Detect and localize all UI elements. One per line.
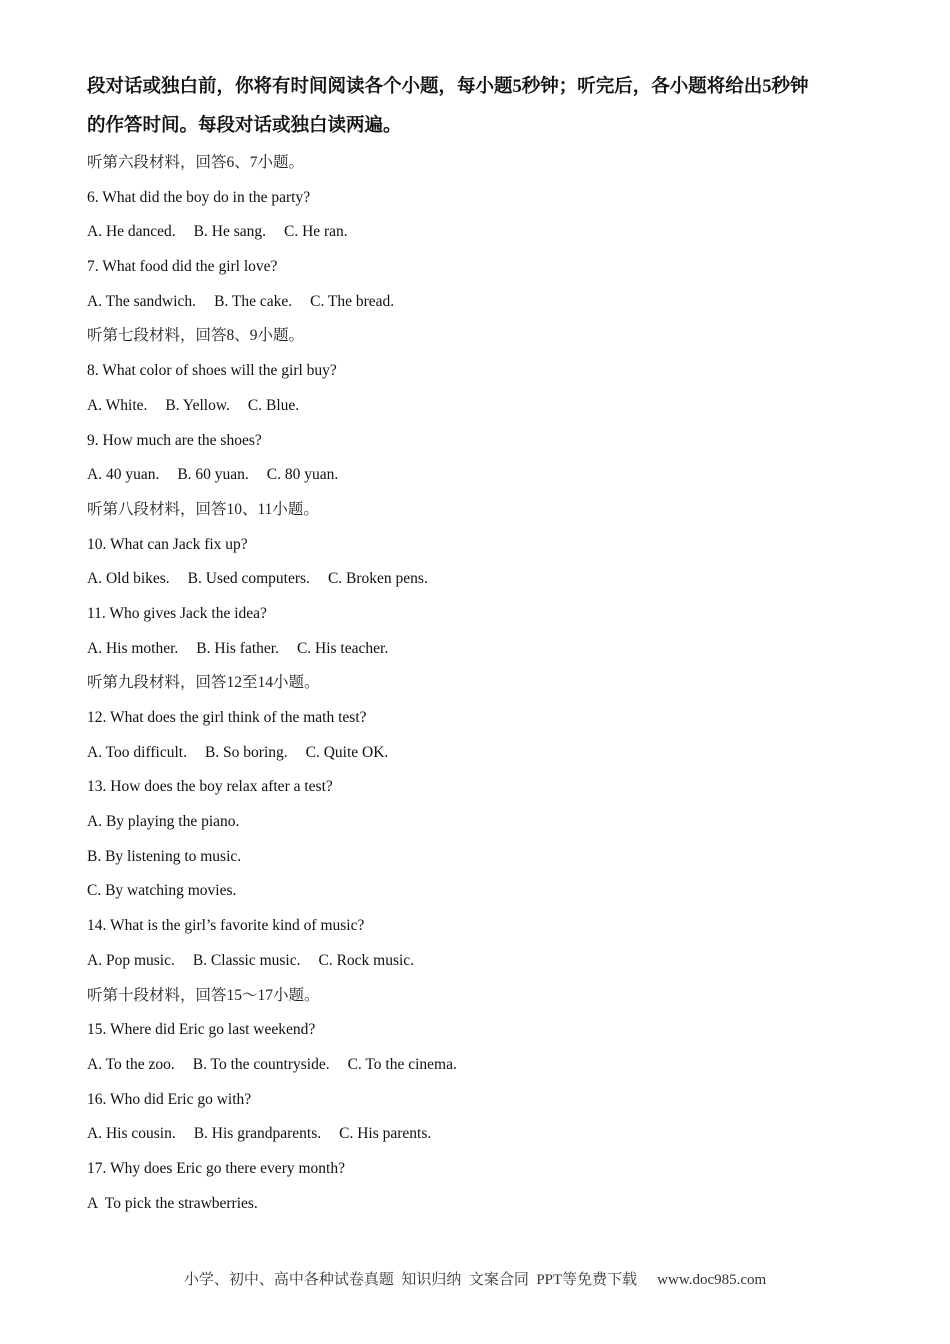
answer-option: A. His cousin.	[87, 1125, 176, 1143]
instructions	[87, 68, 887, 146]
answer-option: A. Too difficult.	[87, 743, 187, 761]
answer-option: A. The sandwich.	[87, 292, 197, 310]
question-text: 9. How much are the shoes?	[87, 431, 262, 449]
answer-options	[87, 285, 887, 320]
answer-option: C. 80 yuan.	[266, 466, 339, 484]
answer-option: B. He sang.	[193, 223, 266, 241]
answer-option: A. He danced.	[87, 223, 176, 241]
answer-option: B. Classic music.	[192, 951, 301, 969]
footer-text: 小学、初中、高中各种试卷真题 知识归纳 文案合同 PPT等免费下载	[183, 1272, 638, 1288]
answer-option: A. His mother.	[87, 639, 179, 657]
question-text: 10. What can Jack fix up?	[87, 535, 248, 553]
question-text: 15. Where did Eric go last weekend?	[87, 1021, 316, 1039]
question-text: 12. What does the girl think of the math test?	[87, 709, 367, 726]
section-heading: 听第七段材料，回答8、9小题。	[87, 327, 305, 345]
instructions-line-1: 段对话或独白前，你将有时间阅读各个小题，每小题5秒钟；听完后，各小题将给出5秒钟	[87, 77, 809, 97]
answer-option: C. To the cinema.	[347, 1055, 457, 1073]
question-text: 14. What is the girl’s favorite kind of music?	[87, 917, 365, 935]
question-list	[87, 146, 887, 1221]
answer-options	[87, 215, 887, 250]
question-text: A To pick the strawberries.	[87, 1194, 258, 1212]
page-footer	[0, 1268, 950, 1289]
answer-options	[87, 458, 887, 493]
answer-option: C. Blue.	[247, 396, 300, 414]
answer-option: B. Yellow.	[165, 396, 230, 414]
answer-option: B. Used computers.	[187, 570, 310, 588]
answer-option: C. His teacher.	[296, 639, 389, 657]
question-text: 8. What color of shoes will the girl buy?	[87, 362, 337, 380]
question-text: 13. How does the boy relax after a test?	[87, 778, 333, 796]
answer-options	[87, 562, 887, 597]
answer-option: B. His father.	[196, 639, 279, 657]
answer-option: B. 60 yuan.	[177, 466, 249, 484]
section-heading: 听第六段材料，回答6、7小题。	[87, 154, 305, 171]
answer-option: C. The bread.	[310, 292, 395, 310]
exam-page	[87, 68, 887, 1221]
section-heading: 听第九段材料，回答12至14小题。	[87, 674, 320, 692]
question-text: A. By playing the piano.	[87, 813, 240, 831]
question-text: C. By watching movies.	[87, 882, 237, 900]
answer-options	[87, 632, 887, 667]
question-text: 17. Why does Eric go there every month?	[87, 1159, 345, 1177]
question-text: 6. What did the boy do in the party?	[87, 188, 311, 206]
instructions-line-2: 的作答时间。每段对话或独白读两遍。	[87, 116, 402, 136]
question-text: B. By listening to music.	[87, 847, 242, 865]
answer-option: B. To the countryside.	[192, 1055, 330, 1073]
answer-option: B. So boring.	[204, 743, 288, 761]
answer-options	[87, 944, 887, 979]
answer-options	[87, 389, 887, 424]
question-text: 11. Who gives Jack the idea?	[87, 604, 267, 622]
answer-option: C. He ran.	[283, 223, 348, 241]
answer-options	[87, 1048, 887, 1083]
answer-option: A. To the zoo.	[87, 1055, 175, 1073]
section-heading: 听第八段材料，回答10、11小题。	[87, 500, 319, 518]
answer-option: B. His grandparents.	[193, 1125, 322, 1143]
answer-option: B. The cake.	[214, 292, 293, 310]
footer-url[interactable]: www.doc985.com	[657, 1272, 767, 1288]
question-text: 16. Who did Eric go with?	[87, 1090, 252, 1108]
answer-option: C. His parents.	[339, 1125, 432, 1143]
answer-option: A. 40 yuan.	[87, 466, 160, 484]
answer-option: C. Rock music.	[318, 951, 415, 969]
answer-option: C. Quite OK.	[305, 743, 389, 761]
answer-options	[87, 1117, 887, 1152]
answer-option: A. White.	[87, 396, 148, 414]
answer-option: A. Pop music.	[87, 951, 175, 969]
answer-option: A. Old bikes.	[87, 570, 170, 588]
section-heading: 听第十段材料，回答15～17小题。	[87, 986, 320, 1004]
answer-option: C. Broken pens.	[327, 570, 428, 588]
answer-options	[87, 736, 887, 771]
question-text: 7. What food did the girl love?	[87, 258, 278, 276]
